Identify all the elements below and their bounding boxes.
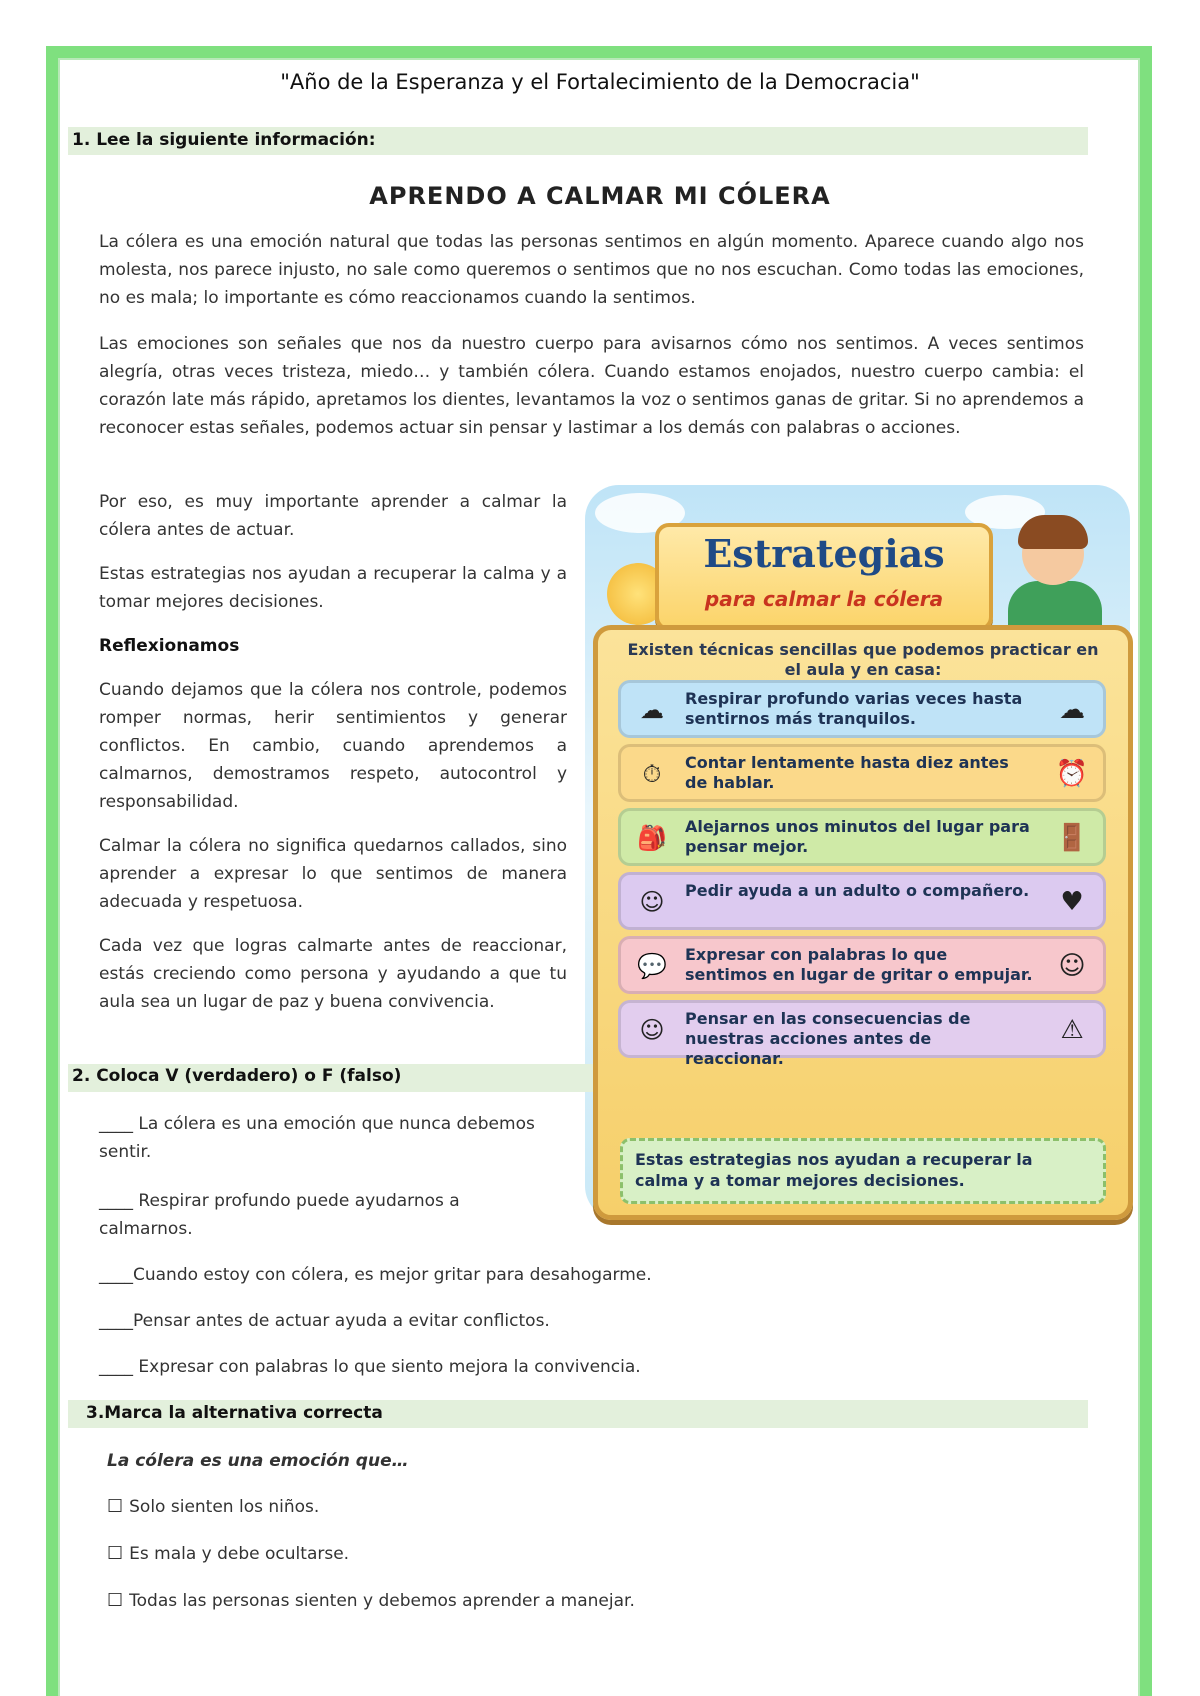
- strategy-text: Expresar con palabras lo que sentimos en lugar de gritar o empujar.: [685, 945, 1033, 984]
- strategy-strip: [618, 1000, 1106, 1068]
- reflect-heading: Reflexionamos: [99, 636, 240, 656]
- speech-bubble-icon: 💬: [637, 952, 667, 980]
- infographic-title: Estrategias: [703, 531, 945, 576]
- paragraph-7: Cada vez que logras calmarte antes de reaccionar, estás creciendo como persona y ayudando a que tu aula sea un lugar de paz y buena convivencia.: [99, 936, 567, 1012]
- paragraph-2: Las emociones son señales que nos da nuestro cuerpo para avisarnos cómo nos sentimos. A veces sentimos alegría, otras veces tristeza, miedo… y también cólera. Cuando estamos enojados, nuestro cuerpo cambia: el corazón late más rápido, apretamos los dientes, levantamos la voz o sentimos ganas de gritar. Si no aprendemos a reconocer estas señales, podemos actuar sin pensar y lastimar a los demás con palabras o acciones.: [99, 334, 1084, 438]
- helping-people-icon: ☺: [639, 888, 665, 916]
- strategy-strip: [618, 744, 1106, 802]
- paragraph-5: Cuando dejamos que la cólera nos controle, podemos romper normas, herir sentimientos y generar conflictos. En cambio, cuando aprendemos a calmarnos, demostramos respeto, autocontrol y responsabilidad.: [99, 680, 567, 812]
- mc-option[interactable]: ☐ Todas las personas sienten y debemos aprender a manejar.: [107, 1590, 635, 1611]
- wind-face-icon: ☁: [640, 696, 664, 724]
- tf-item: ____Cuando estoy con cólera, es mejor gritar para desahogarme.: [99, 1265, 652, 1285]
- strategy-text: Alejarnos unos minutos del lugar para pensar mejor.: [685, 817, 1030, 856]
- strategy-text: Pensar en las consecuencias de nuestras acciones antes de reaccionar.: [685, 1009, 971, 1068]
- tf-item: ____Pensar antes de actuar ayuda a evitar conflictos.: [99, 1311, 550, 1331]
- strategy-text: Respirar profundo varias veces hasta sentirnos más tranquilos.: [685, 689, 1023, 728]
- mc-option[interactable]: ☐ Es mala y debe ocultarse.: [107, 1543, 350, 1564]
- strategy-text: Contar lentamente hasta diez antes de hablar.: [685, 753, 1009, 792]
- mc-option[interactable]: ☐ Solo sienten los niños.: [107, 1496, 320, 1517]
- infographic-intro: Existen técnicas sencillas que podemos practicar en el aula y en casa:: [627, 640, 1099, 679]
- cloud-icon: ☁: [1059, 695, 1085, 725]
- strategy-strip: [618, 872, 1106, 930]
- clock-icon: ⏱: [642, 760, 662, 788]
- year-title: "Año de la Esperanza y el Fortalecimiento de la Democracia": [280, 70, 920, 94]
- section1-heading: 1. Lee la siguiente información:: [72, 130, 376, 150]
- strategy-text: Pedir ayuda a un adulto o compañero.: [685, 881, 1030, 900]
- paragraph-4: Estas estrategias nos ayudan a recuperar la calma y a tomar mejores decisiones.: [99, 564, 567, 612]
- strategies-board: [593, 625, 1133, 1220]
- infographic-subtitle: para calmar la cólera: [704, 587, 944, 611]
- heart-bubble-icon: ♥: [1060, 887, 1084, 917]
- door-icon: 🚪: [1055, 823, 1089, 853]
- paragraph-6: Calmar la cólera no significa quedarnos callados, sino aprender a expresar lo que sentimos de manera adecuada y respetuosa.: [99, 836, 567, 912]
- strategies-infographic: [585, 485, 1130, 1220]
- paragraph-3: Por eso, es muy importante aprender a calmar la cólera antes de actuar.: [99, 492, 567, 540]
- strategy-strip: [618, 680, 1106, 738]
- alarm-clock-icon: ⏰: [1055, 759, 1089, 789]
- checkbox-icon[interactable]: ☐: [107, 1543, 124, 1564]
- checkbox-icon[interactable]: ☐: [107, 1496, 124, 1517]
- tf-item: ____ Respirar profundo puede ayudarnos a calmarnos.: [99, 1191, 460, 1239]
- backpack-icon: 🎒: [637, 824, 667, 852]
- warning-icon: ⚠: [1060, 1015, 1084, 1045]
- tf-item: ____ La cólera es una emoción que nunca debemos sentir.: [99, 1114, 535, 1162]
- strategy-strip: [618, 808, 1106, 866]
- checkbox-icon[interactable]: ☐: [107, 1590, 124, 1611]
- strategy-strip: [618, 936, 1106, 994]
- infographic-closing: Estas estrategias nos ayudan a recuperar la calma y a tomar mejores decisiones.: [620, 1138, 1106, 1204]
- section3-heading: 3.Marca la alternativa correcta: [86, 1403, 383, 1423]
- paragraph-1: La cólera es una emoción natural que todas las personas sentimos en algún momento. Aparece cuando algo nos molesta, nos parece injusto, no sale como queremos o sentimos que no nos escuchan. Como todas las emociones, no es mala; lo importante es cómo reaccionamos cuando la sentimos.: [99, 232, 1084, 308]
- section2-heading: 2. Coloca V (verdadero) o F (falso): [72, 1066, 402, 1086]
- calm-child-illustration: [1000, 505, 1110, 635]
- kids-thinking-icon: ☺: [639, 1016, 665, 1044]
- document-title: APRENDO A CALMAR MI CÓLERA: [369, 182, 831, 210]
- tf-item: ____ Expresar con palabras lo que siento mejora la convivencia.: [99, 1357, 641, 1377]
- child-talking-icon: ☺: [1058, 951, 1086, 981]
- infographic-banner: [655, 523, 993, 631]
- mc-question: La cólera es una emoción que…: [107, 1451, 409, 1471]
